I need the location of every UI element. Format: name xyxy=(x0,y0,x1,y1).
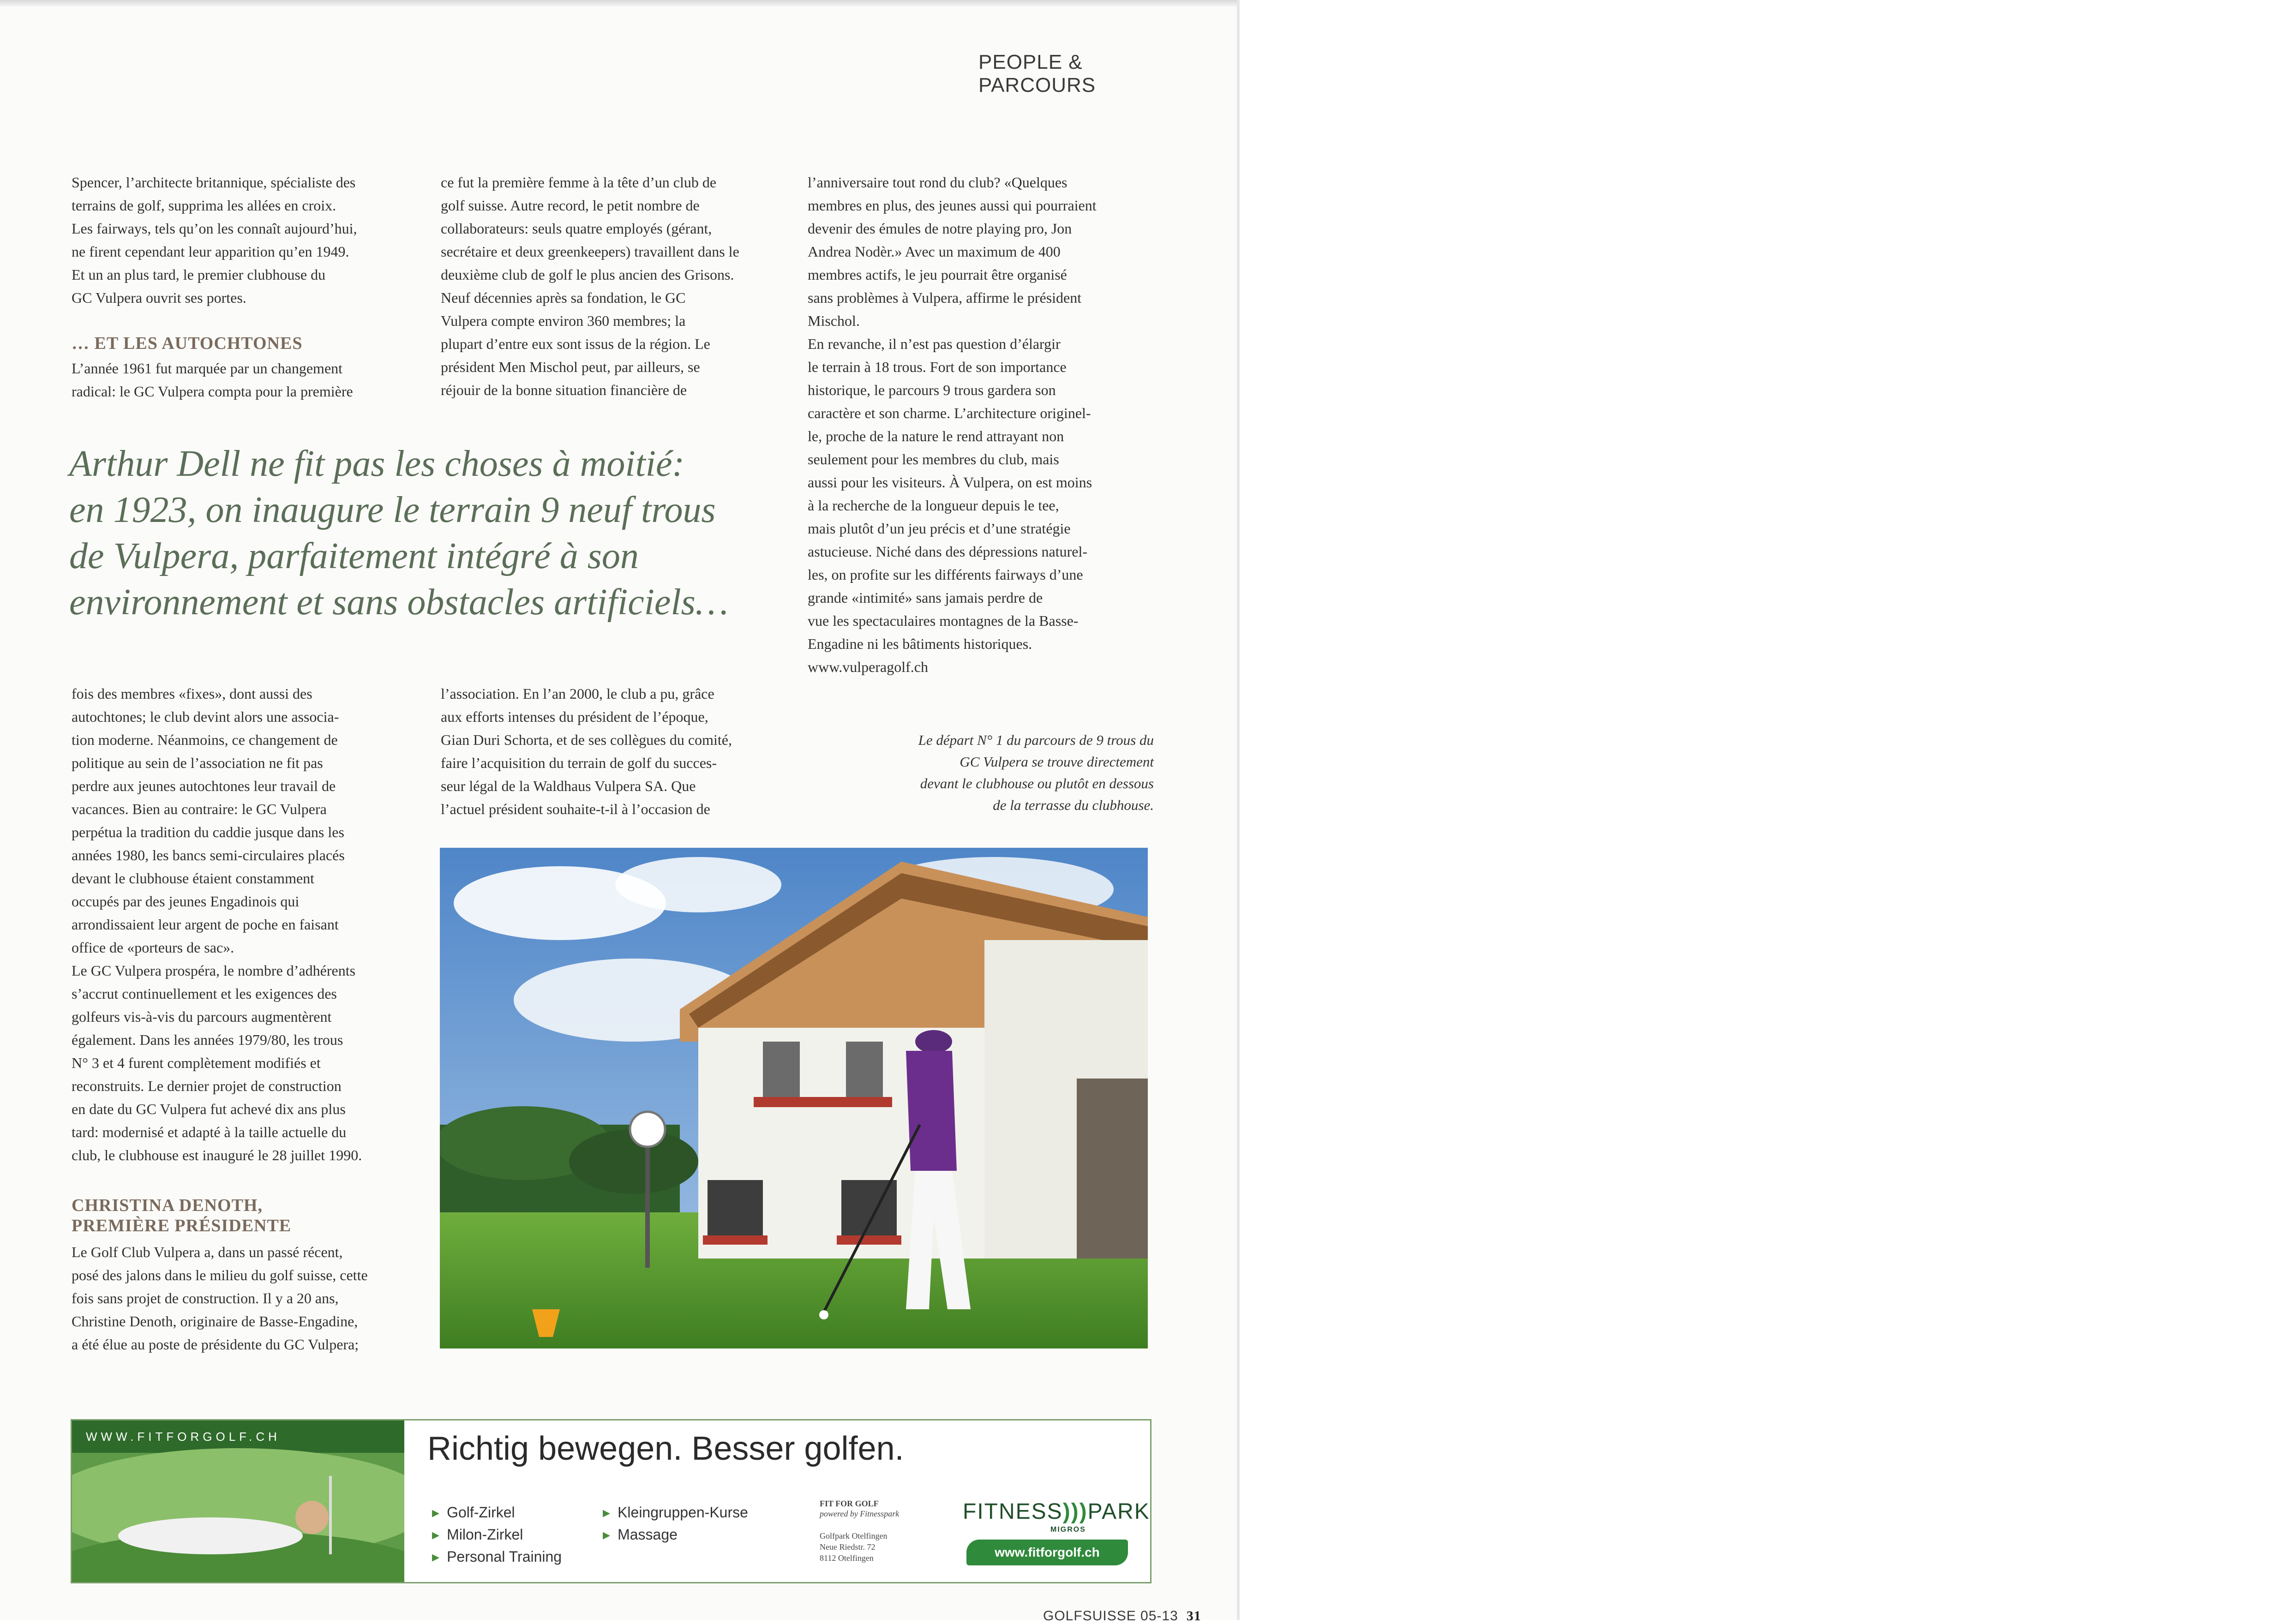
text-line: devenir des émules de notre playing pro, Jon xyxy=(808,220,1072,237)
text-line: radical: le GC Vulpera compta pour la première xyxy=(72,383,353,400)
photo-caption xyxy=(831,729,1154,816)
column-1-top xyxy=(72,171,413,309)
text-line: le terrain à 18 trous. Fort de son importance xyxy=(808,359,1067,375)
text-line: le, proche de la nature le rend attrayant non xyxy=(808,428,1064,444)
text-line: GC Vulpera se trouve directement xyxy=(960,754,1154,770)
text-line: collaborateurs: seuls quatre employés (gérant, xyxy=(441,220,712,237)
text-line: l’anniversaire tout rond du club? «Quelques xyxy=(808,174,1068,191)
text-line: perdre aux jeunes autochtones leur travail de xyxy=(72,778,336,794)
text-line: occupés par des jeunes Engadinois qui xyxy=(72,893,300,910)
text-line: aux efforts intenses du président de l’époque, xyxy=(441,708,708,725)
logo-left: FITNESS xyxy=(963,1499,1063,1524)
text-line: perpétua la tradition du caddie jusque dans les xyxy=(72,824,344,840)
fitforgolf-link-button[interactable]: www.fitforgolf.ch xyxy=(966,1540,1128,1565)
top-edge xyxy=(0,0,1237,6)
page-edge xyxy=(1237,0,1240,1620)
text-line: seur légal de la Waldhaus Vulpera SA. Que xyxy=(441,778,696,794)
subhead-christina-denoth xyxy=(72,1195,291,1236)
text-line: N° 3 et 4 furent complètement modifiés et xyxy=(72,1055,321,1071)
ad-url: WWW.FITFORGOLF.CH xyxy=(86,1430,281,1444)
text-line: s’accrut continuellement et les exigences des xyxy=(72,985,337,1002)
ad-item: ▸ Massage xyxy=(603,1523,748,1546)
text-line: Mischol. xyxy=(808,312,860,329)
text-line: fois sans projet de construction. Il y a 20 ans, xyxy=(72,1290,339,1306)
caption-text xyxy=(831,729,1154,816)
text-line: reconstruits. Le dernier projet de construction xyxy=(72,1078,342,1094)
ad-item: ▸ Kleingruppen-Kurse xyxy=(603,1501,748,1523)
subhead-autochtones: … ET LES AUTOCHTONES xyxy=(72,334,303,353)
text-line: en 1923, on inaugure le terrain 9 neuf trous xyxy=(69,490,716,530)
text-line: Le GC Vulpera prospéra, le nombre d’adhérents xyxy=(72,962,356,979)
address-line: Neue Riedstr. 72 xyxy=(820,1542,876,1552)
column-3 xyxy=(808,171,1158,678)
col1-bottom-b-text xyxy=(72,1240,413,1356)
text-line: seulement pour les membres du club, mais xyxy=(808,451,1059,467)
text-line: de la terrasse du clubhouse. xyxy=(993,797,1154,813)
text-line: En revanche, il n’est pas question d’élargir xyxy=(808,336,1061,352)
column-1-bottom xyxy=(72,682,413,1167)
text-line: Christine Denoth, originaire de Basse-Engadine, xyxy=(72,1313,358,1330)
text-line: Et un an plus tard, le premier clubhouse du xyxy=(72,266,326,283)
text-line: aussi pour les visiteurs. À Vulpera, on est moins xyxy=(808,474,1092,491)
address-line: 8112 Otelfingen xyxy=(820,1553,874,1563)
col2-bottom-text xyxy=(441,682,792,821)
text-line: tard: modernisé et adapté à la taille actuelle du xyxy=(72,1124,347,1140)
text-line: membres actifs, le jeu pourrait être organisé xyxy=(808,266,1067,283)
text-line: faire l’acquisition du terrain de golf du succes- xyxy=(441,755,717,771)
text-line: devant le clubhouse étaient constamment xyxy=(72,870,315,887)
ad-item: ▸ Golf-Zirkel xyxy=(432,1501,562,1523)
text-line: golfeurs vis-à-vis du parcours augmentèrent xyxy=(72,1008,332,1025)
text-line: membres en plus, des jeunes aussi qui pourraient xyxy=(808,197,1097,214)
col3-text xyxy=(808,171,1158,678)
text-line: politique au sein de l’association ne fit pas xyxy=(72,755,323,771)
ad-item: ▸ Personal Training xyxy=(432,1546,562,1568)
text-line: président Men Mischol peut, par ailleurs, se xyxy=(441,359,700,375)
ad-list-1 xyxy=(432,1501,562,1568)
text-line: également. Dans les années 1979/80, les trous xyxy=(72,1031,343,1048)
page-number: 31 xyxy=(1186,1608,1201,1624)
text-line: vacances. Bien au contraire: le GC Vulpera xyxy=(72,801,327,817)
text-line: autochtones; le club devint alors une associa- xyxy=(72,708,339,725)
migros-label: MIGROS xyxy=(1050,1526,1086,1534)
text-line: Engadine ni les bâtiments historiques. xyxy=(808,635,1032,652)
ad-item: ▸ Milon-Zirkel xyxy=(432,1523,562,1546)
text-line: secrétaire et deux greenkeepers) travaillent dans le xyxy=(441,243,739,260)
address-line: Golfpark Otelfingen xyxy=(820,1531,888,1540)
text-line: caractère et son charme. L’architecture originel- xyxy=(808,405,1091,421)
text-line: posé des jalons dans le milieu du golf suisse, cette xyxy=(72,1267,368,1283)
text-line: plupart d’entre eux sont issus de la région. Le xyxy=(441,336,710,352)
ad-headline: Richtig bewegen. Besser golfen. xyxy=(427,1430,904,1467)
text-line: Vulpera compte environ 360 membres; la xyxy=(441,312,686,329)
text-line: Andrea Nodèr.» Avec un maximum de 400 xyxy=(808,243,1061,260)
text-line: l’actuel président souhaite-t-il à l’occasion de xyxy=(441,801,710,817)
logo-right: PARK xyxy=(1087,1499,1150,1524)
subhead-line-2: PREMIÈRE PRÉSIDENTE xyxy=(72,1216,292,1235)
column-1-top-b xyxy=(72,357,413,403)
ad-golfer-illustration xyxy=(72,1420,404,1582)
col1-top-text xyxy=(72,171,413,309)
text-line: mais plutôt d’un jeu précis et d’une stratégie xyxy=(808,520,1071,537)
text-line: environnement et sans obstacles artificiels… xyxy=(69,582,728,623)
text-line: à la recherche de la longueur depuis le tee, xyxy=(808,497,1059,514)
text-line: vue les spectaculaires montagnes de la Basse- xyxy=(808,612,1079,629)
col1-top-b-text xyxy=(72,357,413,403)
text-line: en date du GC Vulpera fut achevé dix ans plus xyxy=(72,1101,346,1117)
column-1-bottom-b xyxy=(72,1240,413,1356)
fit-for-golf-label: FIT FOR GOLF xyxy=(820,1499,879,1508)
text-line: devant le clubhouse ou plutôt en dessous xyxy=(920,775,1154,791)
text-line: deuxième club de golf le plus ancien des Grisons. xyxy=(441,266,734,283)
magazine-issue: GOLFSUISSE 05-13 xyxy=(1043,1608,1178,1624)
text-line: Le Golf Club Vulpera a, dans un passé récent, xyxy=(72,1244,343,1260)
advertisement-fitforgolf[interactable] xyxy=(71,1419,1151,1583)
pull-quote-text xyxy=(69,441,789,625)
col1-bottom-text xyxy=(72,682,413,1167)
col2-top-text xyxy=(441,171,782,402)
text-line: terrains de golf, supprima les allées en croix. xyxy=(72,197,336,214)
text-line: ce fut la première femme à la tête d’un club de xyxy=(441,174,717,191)
text-line: golf suisse. Autre record, le petit nombre de xyxy=(441,197,700,214)
text-line: www.vulperagolf.ch xyxy=(808,659,928,675)
text-line: Les fairways, tels qu’on les connaît aujourd’hui, xyxy=(72,220,357,237)
text-line: astucieuse. Niché dans des dépressions naturel- xyxy=(808,543,1088,560)
text-line: Gian Duri Schorta, et de ses collègues du comité, xyxy=(441,731,732,748)
text-line: club, le clubhouse est inauguré le 28 juillet 1990. xyxy=(72,1147,362,1163)
column-2-bottom xyxy=(441,682,792,821)
subhead-line-1: CHRISTINA DENOTH, xyxy=(72,1196,263,1215)
text-line: de Vulpera, parfaitement intégré à son xyxy=(69,536,639,576)
text-line: ne firent cependant leur apparition qu’en 1949. xyxy=(72,243,349,260)
photo-illustration xyxy=(440,848,1148,1348)
ad-image xyxy=(72,1420,404,1582)
text-line: sans problèmes à Vulpera, affirme le président xyxy=(808,289,1082,306)
section-header: PEOPLE & PARCOURS xyxy=(978,51,1096,96)
text-line: historique, le parcours 9 trous gardera son xyxy=(808,382,1056,398)
text-line: réjouir de la bonne situation financière de xyxy=(441,382,687,398)
text-line: Neuf décennies après sa fondation, le GC xyxy=(441,289,686,306)
text-line: grande «intimité» sans jamais perdre de xyxy=(808,589,1043,606)
text-line: Le départ N° 1 du parcours de 9 trous du xyxy=(918,732,1154,748)
text-line: l’association. En l’an 2000, le club a pu, grâce xyxy=(441,685,714,702)
text-line: années 1980, les bancs semi-circulaires placés xyxy=(72,847,345,863)
ad-address xyxy=(820,1530,887,1564)
text-line: fois des membres «fixes», dont aussi des xyxy=(72,685,312,702)
text-line: office de «porteurs de sac». xyxy=(72,939,234,956)
fitnesspark-logo xyxy=(963,1499,1150,1524)
text-line: Arthur Dell ne fit pas les choses à moitié: xyxy=(69,443,685,484)
text-line: L’année 1961 fut marquée par un changement xyxy=(72,360,343,377)
ad-list-2 xyxy=(603,1501,748,1546)
wave-icon: ))) xyxy=(1062,1499,1088,1524)
powered-by-label: powered by Fitnesspark xyxy=(820,1509,900,1518)
text-line: arrondissaient leur argent de poche en faisant xyxy=(72,916,339,933)
text-line: tion moderne. Néanmoins, ce changement de xyxy=(72,731,338,748)
text-line: les, on profite sur les différents fairways d’une xyxy=(808,566,1083,583)
pull-quote xyxy=(69,441,789,625)
clubhouse-golfer-photo xyxy=(440,848,1148,1348)
text-line: Spencer, l’architecte britannique, spécialiste des xyxy=(72,174,356,191)
page-footer xyxy=(1043,1608,1201,1624)
text-line: a été élue au poste de présidente du GC Vulpera; xyxy=(72,1336,359,1353)
text-line: GC Vulpera ouvrit ses portes. xyxy=(72,289,246,306)
column-2-top xyxy=(441,171,782,402)
